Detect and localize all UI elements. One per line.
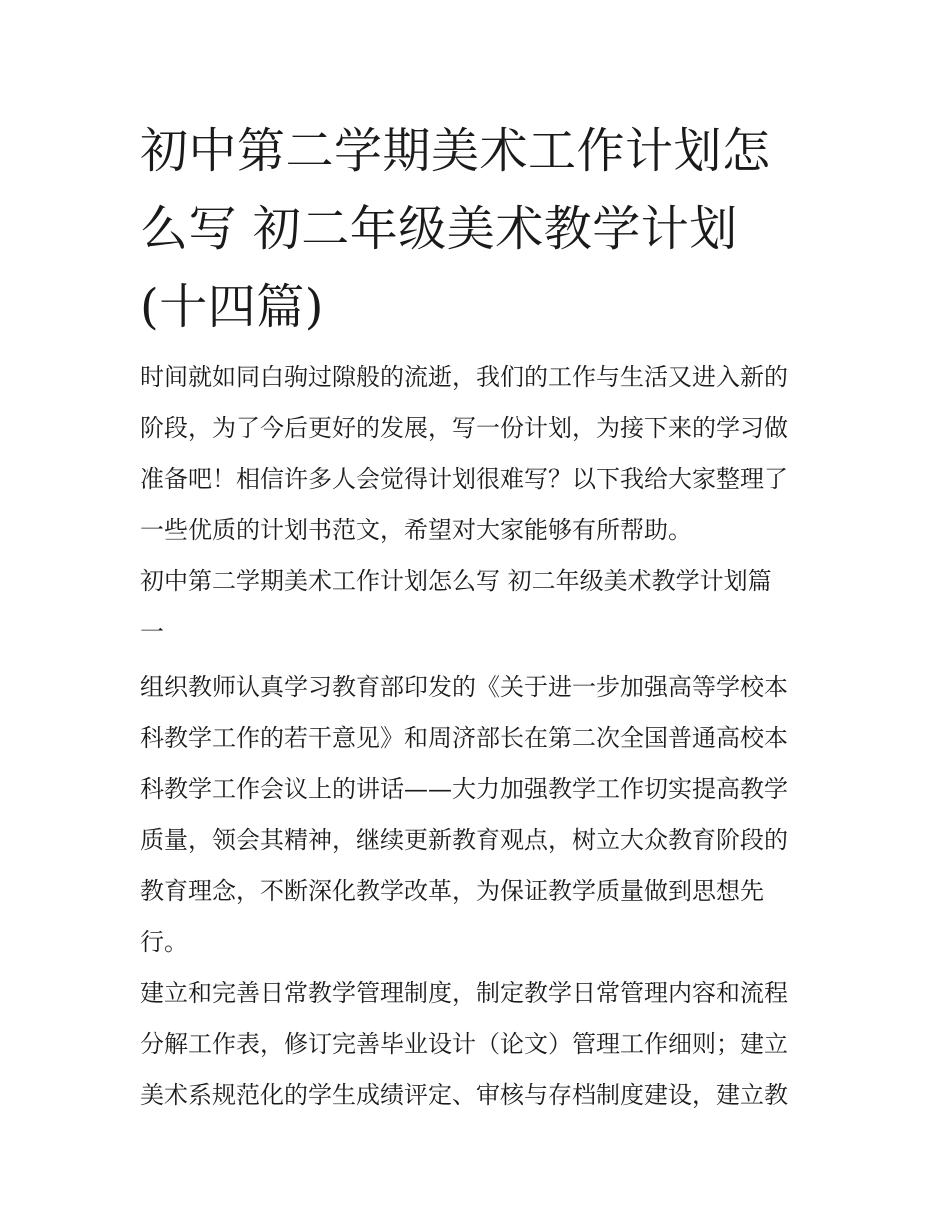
- text-line: 美术系规范化的学生成绩评定、审核与存档制度建设，建立教: [140, 1081, 788, 1109]
- text-line: 一: [140, 618, 164, 646]
- title-line: 么写 初二年级美术教学计划: [140, 201, 738, 257]
- text-line: 组织教师认真学习教育部印发的《关于进一步加强高等学校本: [140, 673, 788, 701]
- title-line: (十四篇): [140, 279, 324, 335]
- document-title: [140, 112, 815, 346]
- intro-paragraph: [140, 352, 815, 556]
- text-line: 质量，领会其精神，继续更新教育观点，树立大众教育阶段的: [140, 826, 788, 854]
- text-line: 初中第二学期美术工作计划怎么写 初二年级美术教学计划篇: [140, 567, 772, 595]
- section-heading: [140, 556, 815, 658]
- text-line: 行。: [140, 928, 188, 956]
- text-line: 分解工作表，修订完善毕业设计（论文）管理工作细则；建立: [140, 1030, 788, 1058]
- text-line: 建立和完善日常教学管理制度，制定教学日常管理内容和流程: [140, 979, 788, 1007]
- text-line: 时间就如同白驹过隙般的流逝，我们的工作与生活又进入新的: [140, 363, 788, 391]
- text-line: 阶段，为了今后更好的发展，写一份计划，为接下来的学习做: [140, 414, 788, 442]
- text-line: 一些优质的计划书范文，希望对大家能够有所帮助。: [140, 516, 692, 544]
- text-line: 准备吧！相信许多人会觉得计划很难写？以下我给大家整理了: [140, 465, 788, 493]
- body-paragraph-2: [140, 968, 815, 1121]
- title-line: 初中第二学期美术工作计划怎: [140, 123, 771, 179]
- text-line: 教育理念，不断深化教学改革，为保证教学质量做到思想先: [140, 877, 764, 905]
- text-line: 科教学工作会议上的讲话——大力加强教学工作切实提高教学: [140, 775, 788, 803]
- text-line: 科教学工作的若干意见》和周济部长在第二次全国普通高校本: [140, 724, 788, 752]
- body-paragraph-1: [140, 662, 815, 968]
- document-page: [140, 112, 815, 1121]
